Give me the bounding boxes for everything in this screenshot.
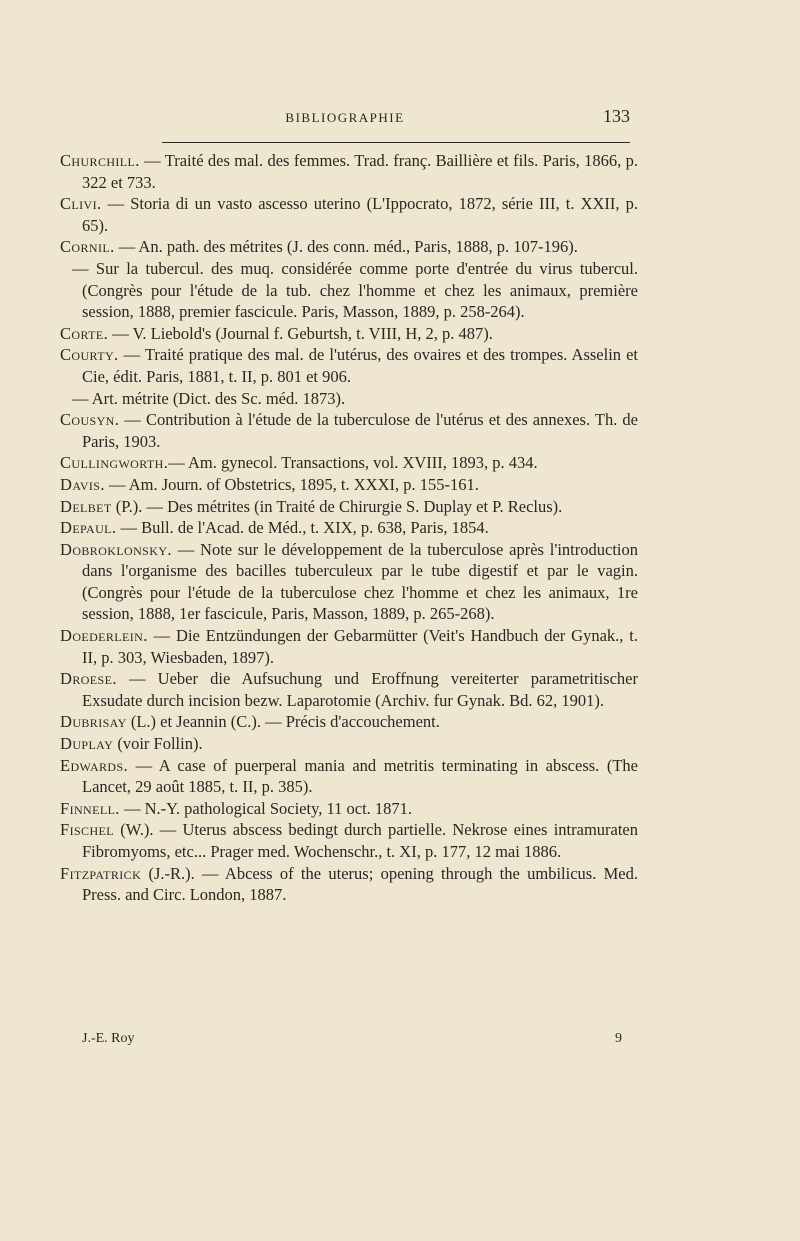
bibliography-entry (60, 193, 638, 236)
entry-text: — Am. Journ. of Obstetrics, 1895, t. XXXI, p. 155-161. (104, 474, 479, 494)
bibliography-entry (60, 150, 638, 193)
entry-author: Fischel (60, 820, 114, 840)
entry-text: — Traité pratique des mal. de l'utérus, des ovaires et des trompes. Asselin et Cie, édit. Paris, 1881, t. II, p. 801 et 906. (82, 345, 638, 386)
entry-text: (voir Follin). (113, 734, 203, 754)
bibliography-entry (60, 474, 638, 496)
bibliography-entry (60, 344, 638, 387)
entry-text: — A case of puerperal mania and metritis terminating in abscess. (The Lancet, 29 août 1885, t. II, p. 385). (82, 755, 638, 797)
entry-author: Droese. (60, 669, 117, 689)
entry-author: Dubrisay (60, 712, 127, 732)
bibliography-entry (60, 711, 638, 733)
running-head (60, 106, 630, 128)
entry-text: — N.-Y. pathological Society, 11 oct. 1871. (119, 798, 413, 818)
entry-author: Edwards. (60, 755, 129, 775)
entry-author: Cornil. (60, 237, 115, 257)
entry-author: Depaul. (60, 518, 117, 538)
bibliography-entry (60, 517, 638, 539)
entry-text: — Bull. de l'Acad. de Méd., t. XIX, p. 638, Paris, 1854. (116, 518, 489, 538)
entry-text: (L.) et Jeannin (C.). — Précis d'accouchement. (126, 712, 440, 732)
bibliography-entry (60, 668, 638, 711)
entry-text: — Art. métrite (Dict. des Sc. méd. 1873). (72, 388, 346, 408)
entry-author: Dobroklonsky. (60, 539, 172, 559)
entry-text: (P.). — Des métrites (in Traité de Chirurgie S. Duplay et P. Reclus). (111, 496, 563, 516)
entry-author: Finnell. (60, 798, 120, 818)
bibliography-entry (60, 236, 638, 258)
bibliography-entry (60, 409, 638, 452)
page-number: 133 (603, 106, 630, 126)
bibliography-entry (60, 452, 638, 474)
entry-author: Duplay (60, 734, 114, 754)
printer-signature: J.-E. Roy (82, 1031, 135, 1046)
running-title: BIBLIOGRAPHIE (285, 110, 405, 125)
entry-author: Delbet (60, 496, 112, 516)
entry-text: — Note sur le développement de la tuberculose après l'introduction dans l'organisme des bacilles tuberculeux par le tube digestif et par le vagin. (Congrès pour l'étude de la tuberculose chez l'homme et chez les animaux, 1re session, 1888, 1er fascicule, Paris, Masson, 1889, p. 265-268). (82, 539, 638, 624)
bibliography-entry (60, 323, 638, 345)
bibliography-entry (60, 539, 638, 625)
entry-text: — Ueber die Aufsuchung und Eroffnung vereiterter parametritischer Exsudate durch incision bezw. Laparotomie (Archiv. fur Gynak. Bd. 62, 1901). (82, 669, 638, 710)
bibliography-entry (60, 496, 638, 518)
entry-author: Courty. (60, 345, 119, 365)
entry-author: Churchill. (60, 151, 140, 170)
entry-text: (W.). — Uterus abscess bedingt durch partielle. Nekrose eines intramuraten Fibromyoms, etc... Prager med. Wochenschr., t. XI, p. 177, 12 mai 1886. (82, 820, 638, 861)
bibliography-list (60, 150, 638, 906)
entry-text: — An. path. des métrites (J. des conn. méd., Paris, 1888, p. 107-196). (114, 237, 578, 257)
entry-text: (J.-R.). — Abcess of the uterus; opening through the umbilicus. Med. Press. and Circ. London, 1887. (82, 863, 638, 905)
signature-mark: 9 (615, 1031, 622, 1046)
bibliography-entry (60, 819, 638, 862)
bibliography-entry (60, 625, 638, 668)
entry-text: — Am. gynecol. Transactions, vol. XVIII, 1893, p. 434. (168, 453, 538, 473)
entry-author: Clivi. (60, 194, 102, 214)
entry-author: Cullingworth. (60, 453, 169, 473)
header-rule (162, 142, 630, 143)
bibliography-entry (60, 733, 638, 755)
entry-author: Fitzpatrick (60, 863, 142, 883)
signature-line (82, 1031, 622, 1053)
entry-text: — Storia di un vasto ascesso uterino (L'Ippocrato, 1872, série III, t. XXII, p. 65). (82, 194, 638, 235)
entry-text: — Sur la tubercul. des muq. considérée comme porte d'entrée du virus tubercul. (Congrès pour l'étude de la tub. chez l'homme et chez les animaux, première session, 1888, premier fascicule. Paris, Masson, 1889, p. 258-264). (72, 258, 638, 322)
entry-author: Corte. (60, 323, 109, 343)
entry-author: Doederlein. (60, 626, 148, 646)
bibliography-entry (60, 798, 638, 820)
bibliography-entry (60, 863, 638, 906)
bibliography-entry (60, 388, 638, 410)
entry-text: — V. Liebold's (Journal f. Geburtsh, t. VIII, H, 2, p. 487). (108, 323, 493, 343)
bibliography-entry (60, 755, 638, 798)
entry-author: Davis. (60, 474, 105, 494)
entry-text: — Traité des mal. des femmes. Trad. franç. Baillière et fils. Paris, 1866, p. 322 et 733. (82, 151, 638, 192)
bibliography-entry (60, 258, 638, 323)
entry-author: Cousyn. (60, 410, 120, 430)
entry-text: — Contribution à l'étude de la tuberculose de l'utérus et des annexes. Th. de Paris, 1903. (82, 410, 638, 451)
entry-text: — Die Entzündungen der Gebarmütter (Veit's Handbuch der Gynak., t. II, p. 303, Wiesbaden, 1897). (82, 626, 638, 667)
